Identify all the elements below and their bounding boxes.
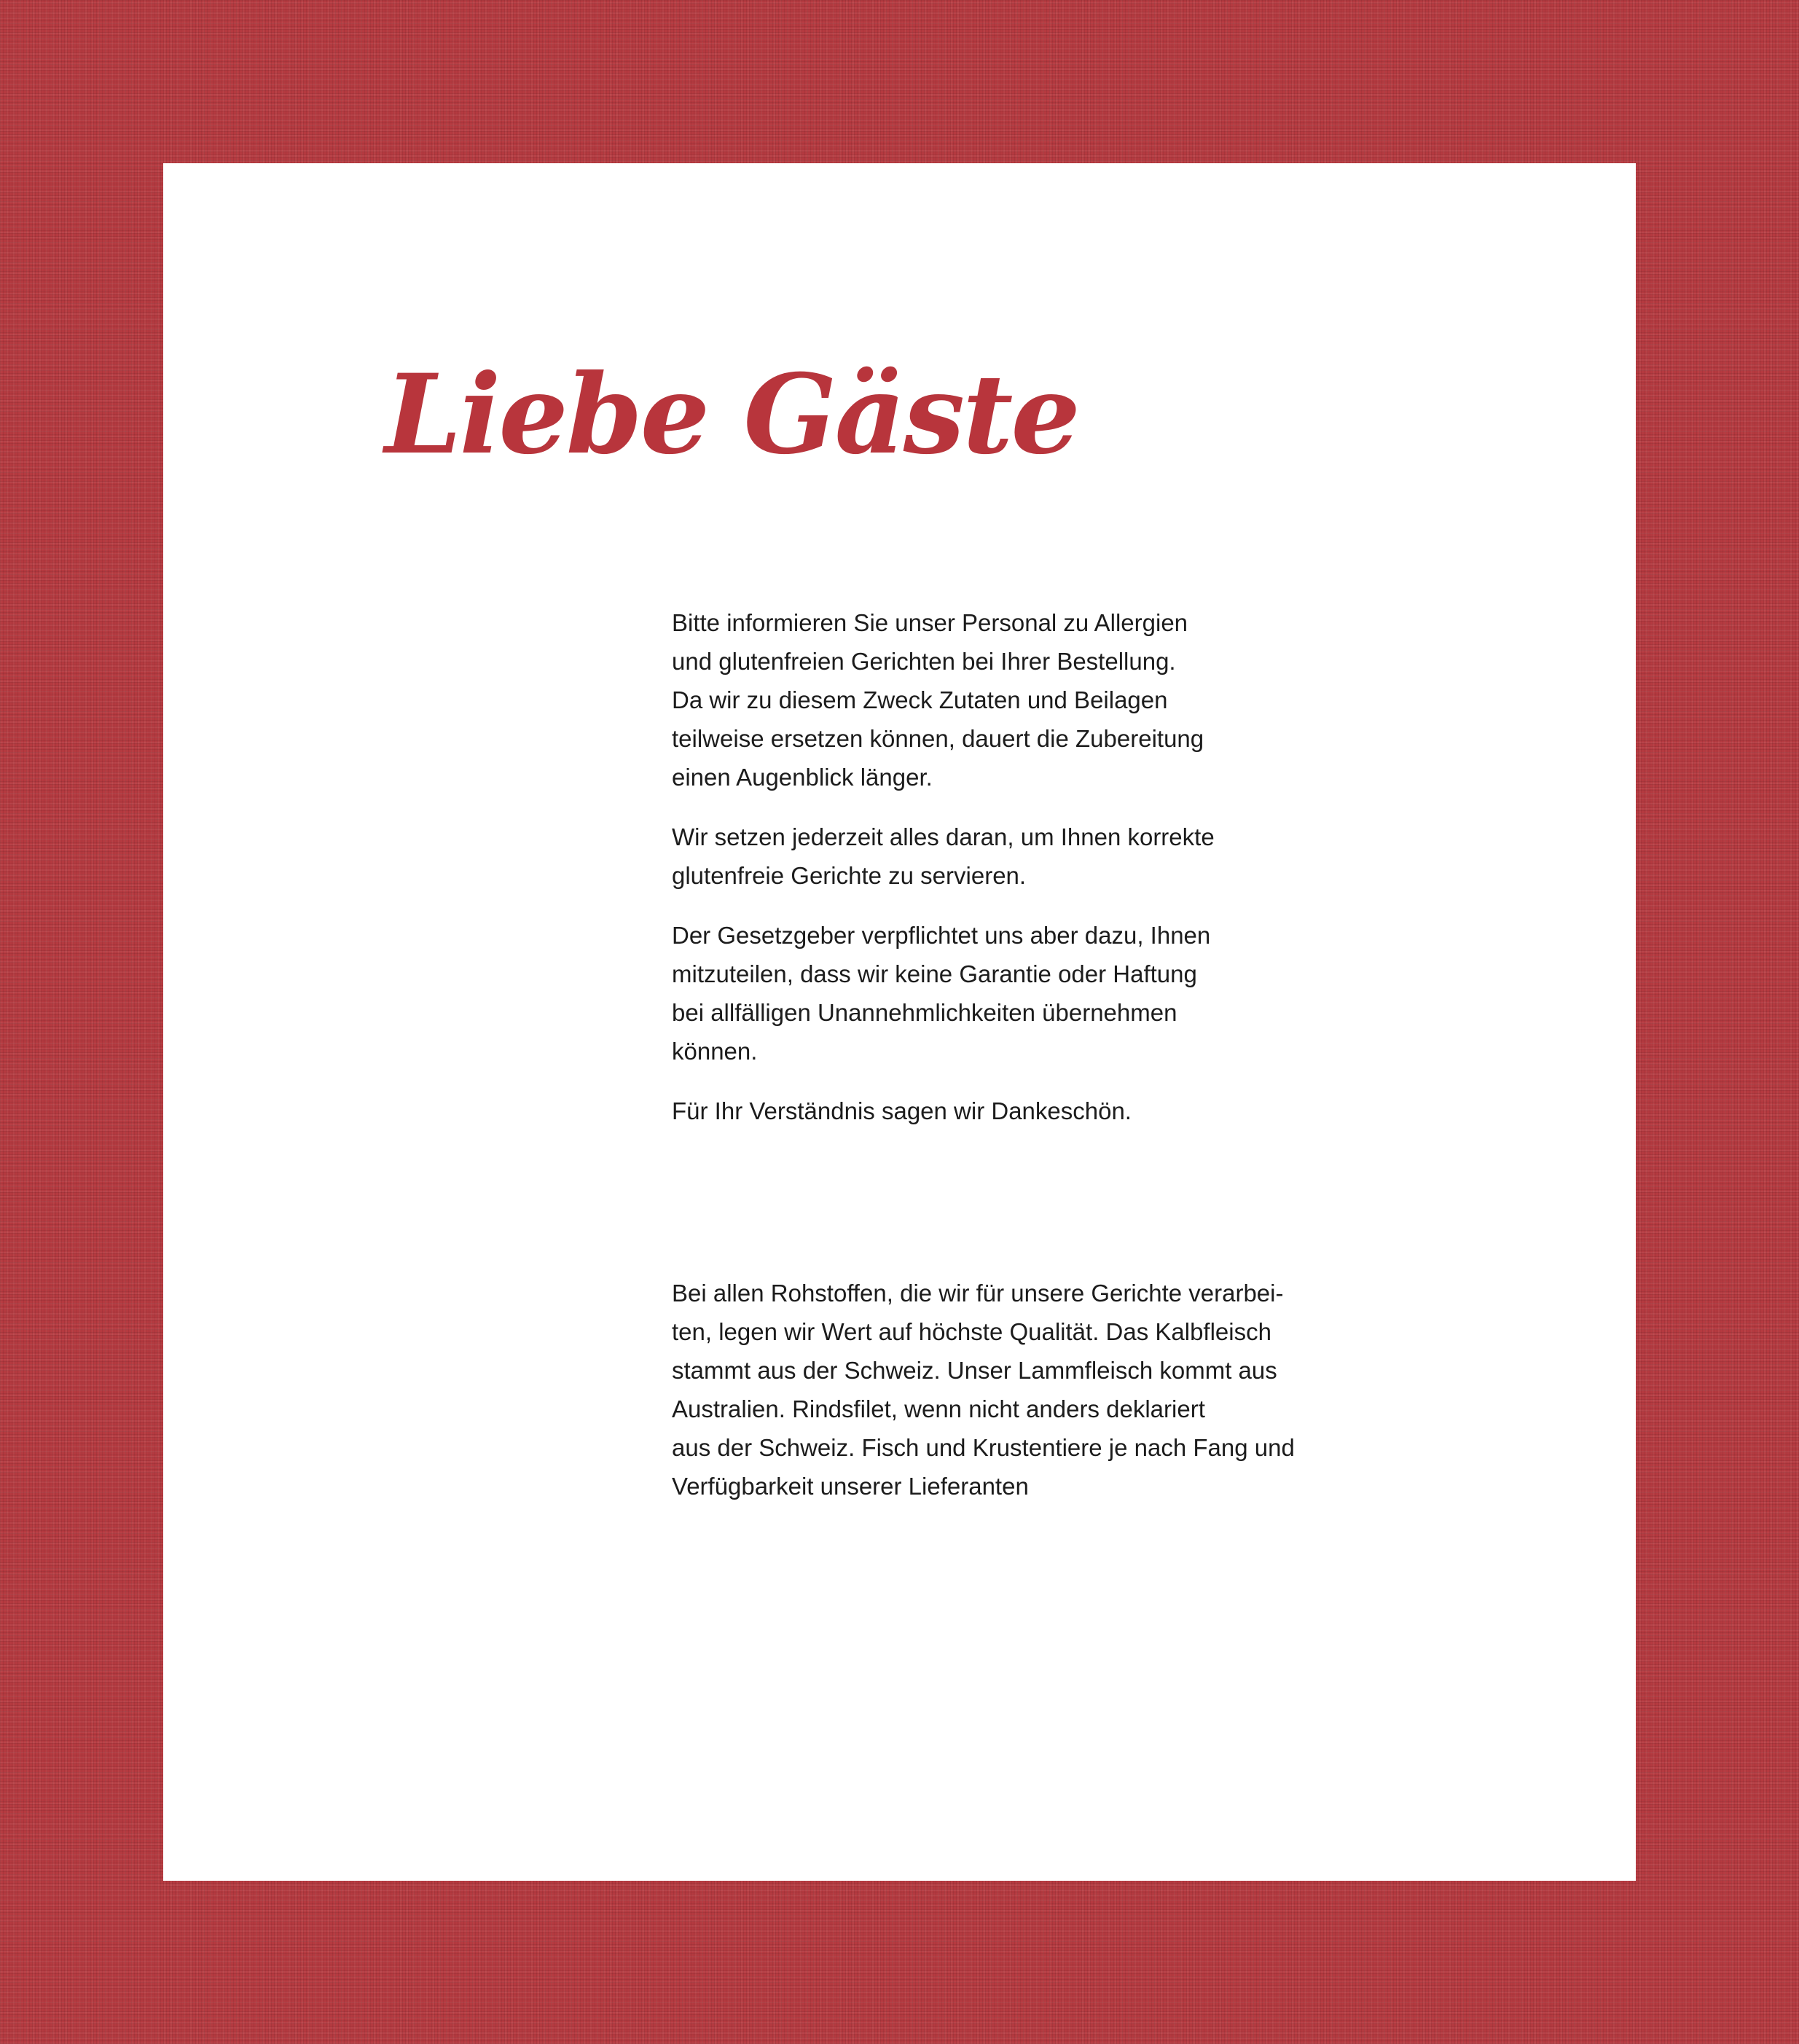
text-line: können. [672,1038,758,1065]
text-line: und glutenfreien Gerichten bei Ihrer Bestellung. [672,648,1176,675]
text-line: mitzuteilen, dass wir keine Garantie oder Haftung [672,960,1197,987]
text-line: Der Gesetzgeber verpflichtet uns aber dazu, Ihnen [672,922,1211,949]
liability-paragraph [672,916,1328,1070]
text-line: einen Augenblick länger. [672,764,933,791]
text-line: glutenfreie Gerichte zu servieren. [672,862,1027,889]
text-line: ten, legen wir Wert auf höchste Qualität. Das Kalbfleisch [672,1318,1271,1345]
text-line: Bei allen Rohstoffen, die wir für unsere Gerichte verarbei- [672,1280,1284,1307]
sourcing-notice [672,1274,1328,1527]
thanks-paragraph [672,1092,1328,1130]
text-line: Für Ihr Verständnis sagen wir Dankeschön. [672,1097,1132,1124]
gluten-free-paragraph [672,818,1328,895]
text-line: teilweise ersetzen können, dauert die Zubereitung [672,725,1204,752]
sourcing-paragraph [672,1274,1328,1505]
text-line: Verfügbarkeit unserer Lieferanten [672,1473,1029,1500]
text-line: stammt aus der Schweiz. Unser Lammfleisch kommt aus [672,1357,1277,1384]
allergy-notice [672,603,1328,1151]
text-line: Da wir zu diesem Zweck Zutaten und Beilagen [672,686,1168,713]
text-line: Wir setzen jederzeit alles daran, um Ihnen korrekte [672,823,1215,850]
text-line: bei allfälligen Unannehmlichkeiten übernehmen [672,999,1177,1026]
text-line: aus der Schweiz. Fisch und Krustentiere je nach Fang und [672,1434,1295,1461]
text-line: Australien. Rindsfilet, wenn nicht anders deklariert [672,1395,1205,1422]
menu-page [163,163,1636,1881]
page-title: Liebe Gäste [385,351,1078,479]
text-line: Bitte informieren Sie unser Personal zu Allergien [672,609,1188,636]
allergy-paragraph [672,603,1328,796]
